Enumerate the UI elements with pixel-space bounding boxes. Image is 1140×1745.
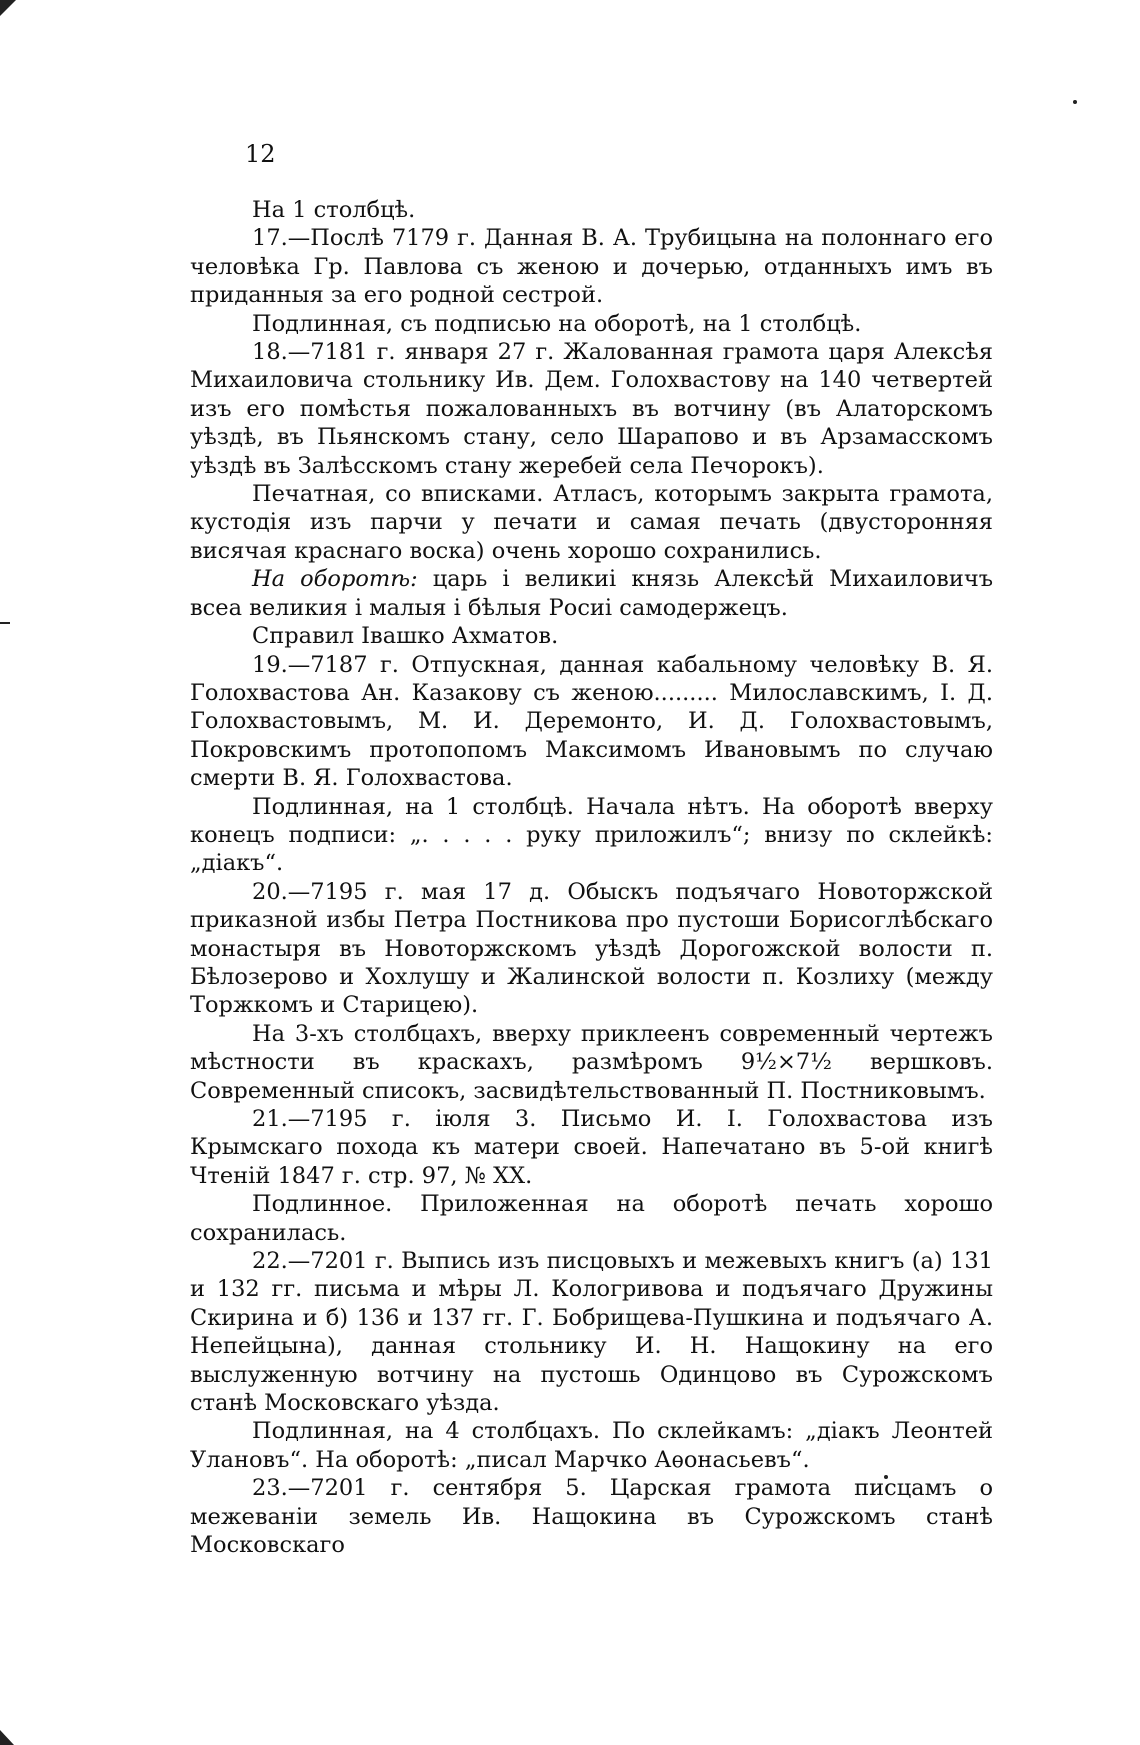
scan-corner-mark xyxy=(0,0,16,16)
paragraph: 18.—7181 г. января 27 г. Жалованная грамота царя Алексѣя Михаиловича стольнику Ив. Дем. Голохвастову на 140 четвертей изъ его помѣстья пожалованныхъ въ вотчину (въ Алаторскомъ уѣздѣ, въ Пьянскомъ стану, село Шарапово и въ Арзамасскомъ уѣздѣ въ Залѣсскомъ стану жеребей села Печорокъ). xyxy=(190,339,993,479)
paragraph: 22.—7201 г. Выпись изъ писцовыхъ и межевыхъ книгъ (а) 131 и 132 гг. письма и мѣры Л. Кологривова и подъячаго Дружины Скирина и б) 136 и 137 гг. Г. Бобрищева-Пушкина и подъячаго А. Непейцына), данная стольнику И. Н. Нащокину на его выслуженную вотчину на пустошь Одинцово въ Сурожскомъ станѣ Московскаго уѣзда. xyxy=(190,1248,993,1417)
paragraph: 21.—7195 г. іюля 3. Письмо И. І. Голохвастова изъ Крымскаго похода къ матери своей. Напечатано въ 5-ой книгѣ Чтеній 1847 г. стр. 97, № XX. xyxy=(190,1106,993,1189)
paragraph: 19.—7187 г. Отпускная, данная кабальному человѣку В. Я. Голохвастова Ан. Казакову съ женою......... Милославскимъ, І. Д. Голохвастовымъ, М. И. Деремонто, И. Д. Голохвастовымъ, Покровскимъ протопопомъ Максимомъ Ивановымъ по случаю смерти В. Я. Голохвастова. xyxy=(190,651,993,792)
scan-edge-mark xyxy=(0,622,10,624)
paragraph: 17.—Послѣ 7179 г. Данная В. А. Трубицына на полоннаго его человѣка Гр. Павлова съ женою и дочерью, отданныхъ имъ въ приданныя за его родной сестрой. xyxy=(190,225,993,309)
scan-dot-top xyxy=(1073,100,1077,104)
italic-lead: На оборотѣ: xyxy=(252,566,418,593)
paragraph: Печатная, со вписками. Атласъ, которымъ закрыта грамота, кустодія изъ парчи у печати и самая печать (двусторонняя висячая краснаго воска) очень хорошо сохранились. xyxy=(190,481,993,564)
page-text xyxy=(190,196,993,1560)
paragraph: Подлинное. Приложенная на оборотѣ печать хорошо сохранилась. xyxy=(190,1191,993,1246)
paragraph: Подлинная, на 1 столбцѣ. Начала нѣтъ. На оборотѣ вверху конецъ подписи: „. . . . . руку приложилъ“; внизу по склейкѣ: „діакъ“. xyxy=(190,793,993,877)
paragraph: 20.—7195 г. мая 17 д. Обыскъ подъячаго Новоторжской приказной избы Петра Постникова про пустоши Борисоглѣбскаго монастыря въ Новоторжскомъ уѣздѣ Дорогожской волости п. Бѣлозерово и Хохлушу и Жалинской волости п. Козлиху (между Торжкомъ и Старицею). xyxy=(190,878,993,1019)
paragraph: Справил Івашко Ахматов. xyxy=(252,623,559,650)
paragraph: На 3-хъ столбцахъ, вверху приклеенъ современный чертежъ мѣстности въ краскахъ, размѣромъ 9½×7½ вершковъ. Современный списокъ, засвидѣтельствованный П. Постниковымъ. xyxy=(190,1020,993,1104)
paragraph: На 1 столбцѣ. xyxy=(252,197,416,223)
paragraph: 23.—7201 г. сентября 5. Царская грамота писцамъ о межеваніи земель Ив. Нащокина въ Сурожскомъ станѣ Московскаго xyxy=(190,1475,993,1559)
paragraph: Подлинная, на 4 столбцахъ. По склейкамъ: „діакъ Леонтей Улановъ“. На оборотѣ: „писал Марчко Аѳонасьевъ“. xyxy=(190,1418,993,1473)
paragraph-text: царь і великиі князь Алексѣй Михаиловичъ всеа великия і малыя і бѣлыя Росиі самодержецъ. xyxy=(190,566,994,621)
paragraph: Подлинная, съ подписью на оборотѣ, на 1 столбцѣ. xyxy=(252,310,862,337)
scan-corner-mark-bottom xyxy=(0,1730,14,1745)
paragraph xyxy=(190,565,993,622)
page-number: 12 xyxy=(245,140,276,168)
